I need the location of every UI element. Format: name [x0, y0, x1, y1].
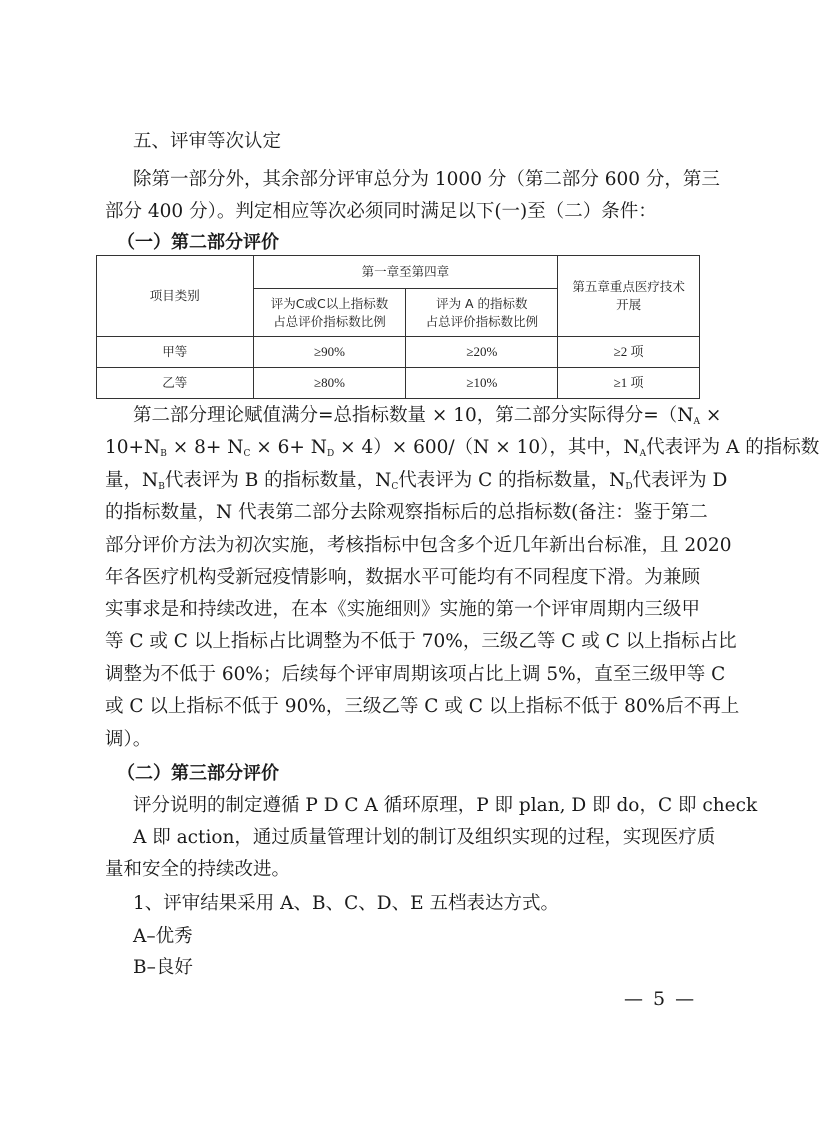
grade-a: A–优秀 — [133, 926, 193, 947]
table-row — [97, 337, 700, 368]
header-c-ratio: 评为C或C以上指标数 占总评价指标数比例 — [253, 289, 406, 337]
header-chapter-5: 第五章重点医疗技术 开展 — [558, 256, 700, 337]
formula-line: $10+N_B \times 8+ N_C \times 6+ N_D \times 4)\times 600/(N \times 10)$，其中，$N_A$代表评为 A 的指标数 — [105, 437, 819, 459]
cell-a-ratio: ≥20% — [406, 337, 558, 368]
formula-line: 部分评价方法为初次实施，考核指标中包含多个近几年新出台标准，且 2020 — [105, 535, 732, 556]
subscript: C — [243, 449, 251, 459]
formula-line: 等 C 或 C 以上指标占比调整为不低于 70%，三级乙等 C 或 C 以上指标占比 — [105, 631, 737, 652]
page-number: — 5 — — [624, 988, 697, 1010]
formula-line: 第二部分理论赋值满分=总指标数量 × 10，第二部分实际得分$=(N_A$ × — [133, 405, 722, 427]
cell-a-ratio: ≥10% — [406, 368, 558, 399]
item-1: 1、评审结果采用 A、B、C、D、E 五档表达方式。 — [133, 893, 559, 914]
subscript: D — [326, 449, 335, 459]
subsection-title-1: （一）第二部分评价 — [117, 232, 279, 253]
header-a-ratio: 评为 A 的指标数 占总评价指标数比例 — [406, 289, 558, 337]
subscript: B — [158, 482, 165, 492]
intro-line-1: 除第一部分外，其余部分评审总分为 1000 分（第二部分 600 分，第三 — [133, 169, 720, 190]
table-row — [97, 368, 700, 399]
intro-line-2: 部分 400 分）。判定相应等次必须同时满足以下(一)至（二）条件： — [105, 201, 657, 222]
formula-line: 调整为不低于 60%；后续每个评审周期该项占比上调 5%，直至三级甲等 C — [105, 664, 726, 685]
grade-criteria-table — [96, 255, 700, 399]
subscript: B — [160, 449, 167, 459]
cell-grade: 甲等 — [97, 337, 254, 368]
formula-line: 或 C 以上指标不低于 90%，三级乙等 C 或 C 以上指标不低于 80%后不再上 — [105, 696, 740, 717]
cell-grade: 乙等 — [97, 368, 254, 399]
subscript: C — [391, 482, 399, 492]
pdca-line-1: 评分说明的制定遵循 P D C A 循环原理，P 即 plan, D 即 do，C 即 check — [133, 795, 758, 816]
cell-ch5: ≥1 项 — [558, 368, 700, 399]
subsection-title-2: （二）第三部分评价 — [117, 763, 279, 784]
subscript: D — [625, 482, 633, 492]
subscript: A — [639, 449, 647, 459]
subscript: A — [693, 417, 700, 427]
formula-line: 的指标数量，N 代表第二部分去除观察指标后的总指标数(备注：鉴于第二 — [105, 502, 708, 523]
cell-ch5: ≥2 项 — [558, 337, 700, 368]
pdca-line-2: A 即 action，通过质量管理计划的制订及组织实现的过程，实现医疗质 — [133, 827, 716, 848]
header-chapters-1-4: 第一章至第四章 — [253, 256, 558, 289]
cell-c-ratio: ≥80% — [253, 368, 406, 399]
formula-line: 年各医疗机构受新冠疫情影响，数据水平可能均有不同程度下滑。为兼顾 — [105, 567, 700, 588]
section-title: 五、评审等次认定 — [133, 131, 282, 152]
formula-line: 实事求是和持续改进，在本《实施细则》实施的第一个评审周期内三级甲 — [105, 599, 700, 620]
grade-b: B–良好 — [133, 957, 193, 978]
pdca-line-3: 量和安全的持续改进。 — [105, 859, 291, 880]
header-category: 项目类别 — [97, 256, 254, 337]
formula-line: 量，$N_B$代表评为 B 的指标数量，$N_C$代表评为 C 的指标数量，$N_D$代表评为 D — [105, 470, 728, 492]
cell-c-ratio: ≥90% — [253, 337, 406, 368]
formula-line: 调）。 — [105, 729, 152, 750]
